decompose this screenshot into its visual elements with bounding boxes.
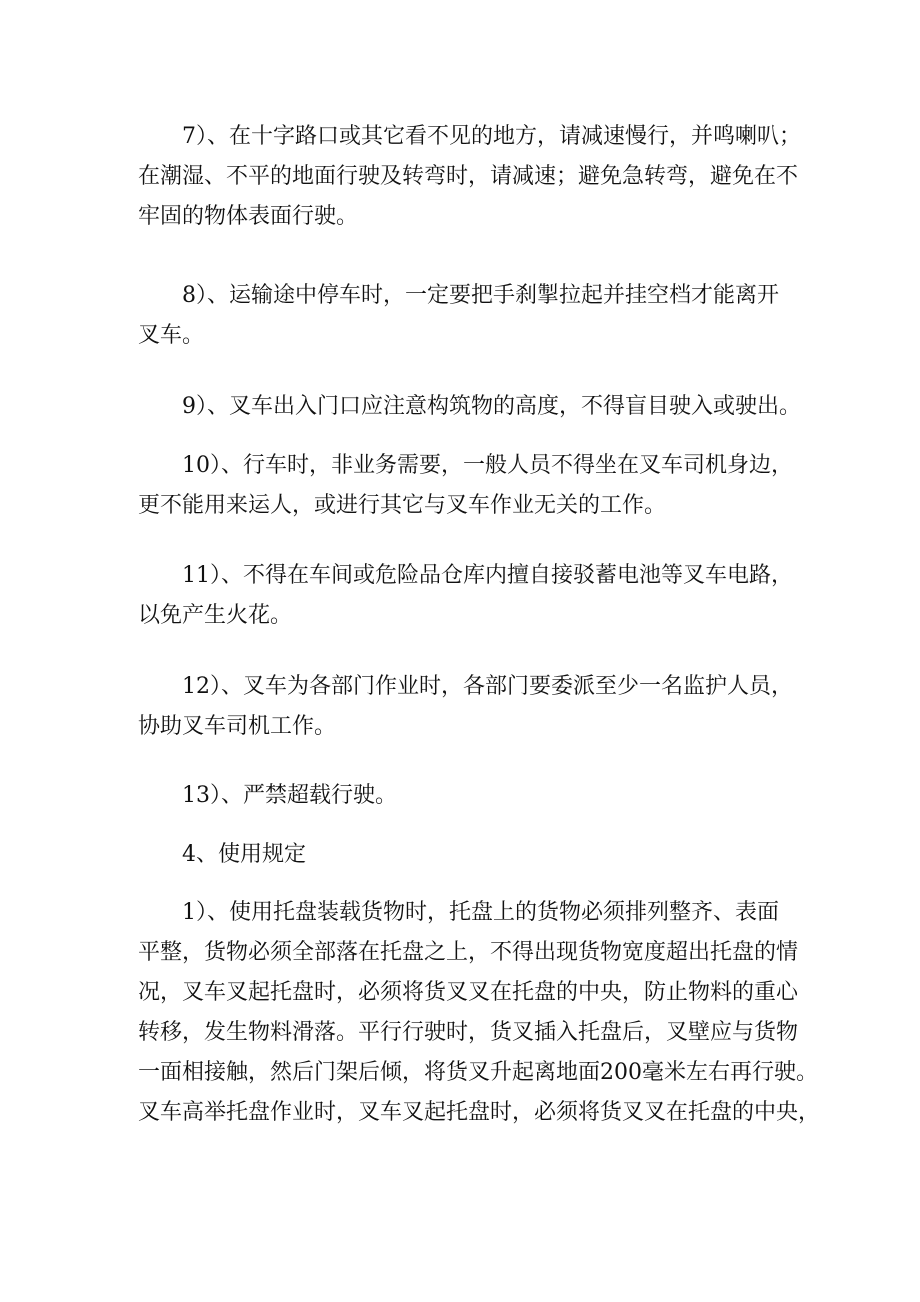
text-line: 转移，发生物料滑落。平行行驶时，货叉插入托盘后，叉壁应与货物 — [138, 1020, 799, 1045]
text-line: 平整，货物必须全部落在托盘之上，不得出现货物宽度超出托盘的情 — [138, 940, 799, 965]
paragraph-item-7 — [138, 117, 801, 237]
text-line: 7）、在十字路口或其它看不见的地方，请减速慢行，并鸣喇叭； — [182, 124, 801, 149]
text-line: 叉车高举托盘作业时，叉车叉起托盘时，必须将货叉叉在托盘的中央， — [138, 1100, 821, 1125]
text-line: 一面相接触，然后门架后倾，将货叉升起离地面200毫米左右再行驶。 — [138, 1060, 818, 1085]
text-line: 11）、不得在车间或危险品仓库内擅自接驳蓄电池等叉车电路， — [182, 563, 793, 588]
section-heading-4 — [138, 835, 784, 875]
text-line: 8）、运输途中停车时，一定要把手刹掣拉起并挂空档才能离开 — [182, 283, 779, 308]
paragraph-item-9 — [138, 387, 801, 427]
paragraph-item-8 — [138, 276, 784, 356]
text-line: 10）、行车时，非业务需要，一般人员不得坐在叉车司机身边， — [182, 453, 793, 478]
text-line: 13）、严禁超载行驶。 — [182, 783, 397, 808]
text-line: 况，叉车叉起托盘时，必须将货叉叉在托盘的中央，防止物料的重心 — [138, 980, 799, 1005]
paragraph-item-13 — [138, 776, 784, 816]
text-line: 9）、叉车出入门口应注意构筑物的高度，不得盲目驶入或驶出。 — [182, 394, 801, 419]
text-line: 更不能用来运人，或进行其它与叉车作业无关的工作。 — [138, 493, 667, 518]
text-line: 在潮湿、不平的地面行驶及转弯时，请减速；避免急转弯，避免在不 — [138, 164, 799, 189]
text-line: 以免产生火花。 — [138, 603, 293, 628]
text-line: 12）、叉车为各部门作业时，各部门要委派至少一名监护人员， — [182, 674, 793, 699]
text-line: 1）、使用托盘装载货物时，托盘上的货物必须排列整齐、表面 — [182, 900, 779, 925]
text-line: 协助叉车司机工作。 — [138, 714, 337, 739]
text-line: 叉车。 — [138, 323, 205, 348]
text-line: 牢固的物体表面行驶。 — [138, 204, 359, 229]
paragraph-item-12 — [138, 667, 793, 747]
section-title: 4、使用规定 — [182, 842, 306, 867]
paragraph-rule-1 — [138, 893, 821, 1133]
paragraph-item-10 — [138, 446, 793, 526]
paragraph-item-11 — [138, 556, 793, 636]
